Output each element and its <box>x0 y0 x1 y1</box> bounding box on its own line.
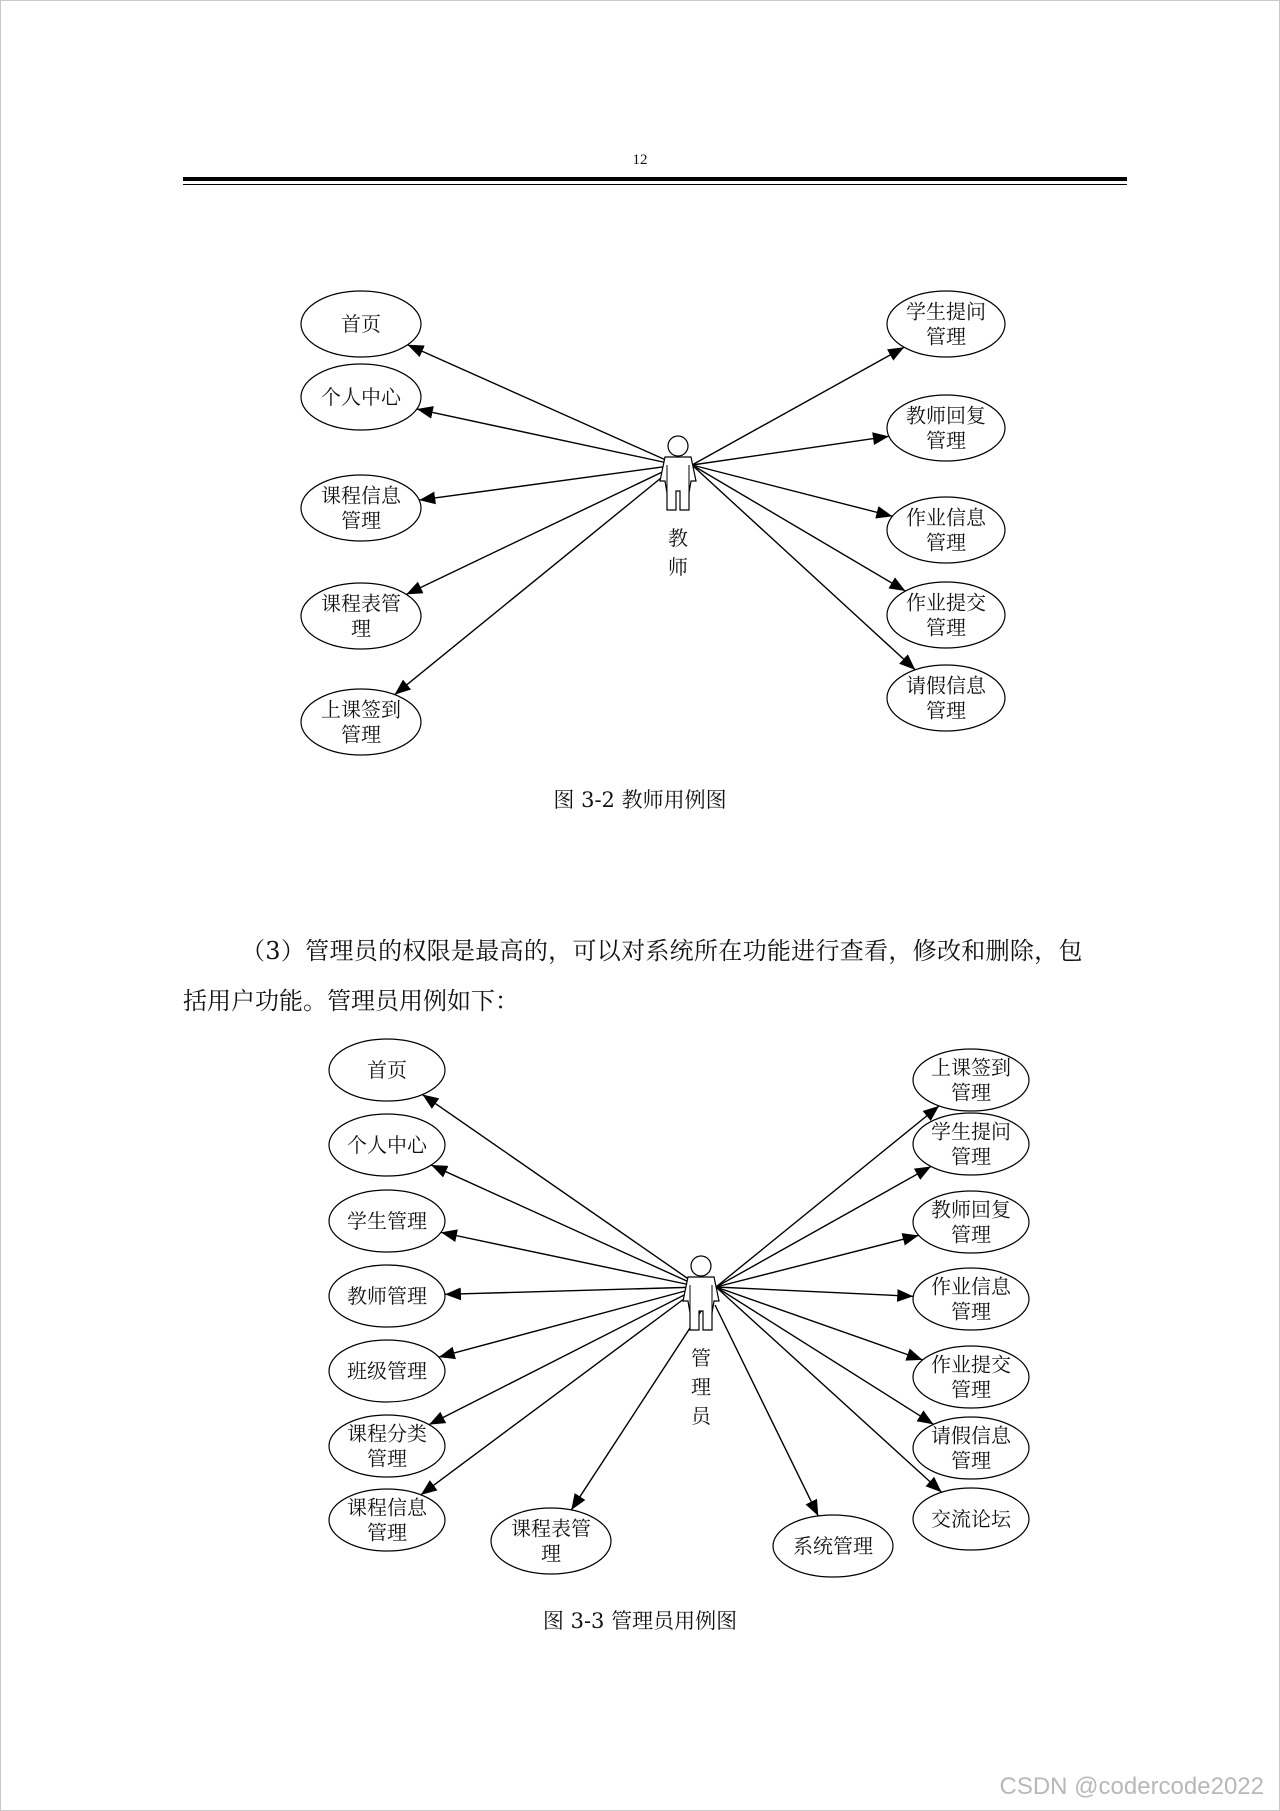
use-case-label: 班级管理 <box>347 1359 427 1383</box>
use-case-label: 个人中心 <box>347 1133 427 1157</box>
use-case-label: 管理 <box>341 722 381 747</box>
association-arrow <box>417 409 677 465</box>
use-case-label: 学生提问 <box>931 1119 1011 1144</box>
association-arrow <box>429 1287 700 1425</box>
use-case-label: 理 <box>351 616 371 641</box>
association-arrow <box>716 1287 913 1296</box>
association-arrow <box>439 1287 700 1357</box>
admin-use-case-diagram <box>0 1030 1280 1580</box>
association-arrow <box>408 345 677 465</box>
actor-label-char: 师 <box>668 555 688 579</box>
admin-bottom-use-case <box>491 1305 705 1574</box>
association-arrow <box>692 347 904 465</box>
use-case-label: 管理 <box>926 615 966 640</box>
use-case-label: 课程表管 <box>321 591 401 616</box>
use-case-label: 上课签到 <box>321 697 401 722</box>
use-case-label: 课程分类 <box>347 1421 427 1446</box>
association-arrow <box>431 1165 700 1287</box>
use-case-label: 管理 <box>951 1222 991 1247</box>
use-case-label: 作业提交 <box>906 590 986 615</box>
use-case-label: 管理 <box>367 1446 407 1471</box>
use-case-label: 管理 <box>951 1448 991 1473</box>
use-case-label: 课程信息 <box>347 1495 427 1520</box>
use-case-label: 管理 <box>951 1080 991 1105</box>
teacher-right-use-case <box>692 395 1005 465</box>
use-case-label: 管理 <box>926 530 966 555</box>
actor-figure <box>660 436 696 510</box>
association-arrow <box>716 1106 939 1287</box>
use-case-label: 作业信息 <box>906 505 986 530</box>
use-case-label: 管理 <box>926 698 966 723</box>
association-arrow <box>421 1287 700 1495</box>
use-case-label: 系统管理 <box>793 1534 873 1558</box>
paragraph-line-2: 括用户功能。管理员用例如下： <box>183 987 519 1015</box>
association-arrow <box>716 1287 934 1424</box>
use-case-label: 管理 <box>951 1299 991 1324</box>
association-arrow <box>716 1166 931 1287</box>
actor-label-char: 教 <box>668 526 688 550</box>
use-case-label: 交流论坛 <box>931 1507 1011 1531</box>
paragraph-line-1: （3）管理员的权限是最高的，可以对系统所在功能进行查看，修改和删除，包 <box>241 937 1083 965</box>
use-case-label: 首页 <box>367 1058 407 1082</box>
actor-figure <box>683 1256 719 1330</box>
use-case-label: 管理 <box>926 428 966 453</box>
teacher-right-use-case <box>692 465 1005 563</box>
header-rule <box>183 177 1127 181</box>
use-case-label: 教师回复 <box>931 1197 1011 1222</box>
use-case-label: 管理 <box>951 1144 991 1169</box>
use-case-label: 教师回复 <box>906 403 986 428</box>
association-arrow <box>692 465 915 670</box>
association-arrow <box>419 465 677 500</box>
teacher-left-use-case <box>301 364 677 465</box>
figure-3-3-caption: 图 3-3 管理员用例图 <box>542 1609 738 1633</box>
use-case-label: 首页 <box>341 312 381 336</box>
use-case-label: 学生提问 <box>906 299 986 324</box>
figure-3-2-caption: 图 3-2 教师用例图 <box>553 788 727 812</box>
use-case-label: 课程信息 <box>321 483 401 508</box>
association-arrow <box>716 1287 942 1492</box>
association-arrow <box>692 465 892 516</box>
use-case-label: 作业提交 <box>931 1352 1011 1377</box>
teacher-use-case-diagram <box>0 260 1280 780</box>
association-arrow <box>692 436 889 465</box>
association-arrow <box>716 1287 923 1360</box>
use-case-label: 上课签到 <box>931 1055 1011 1080</box>
use-case-label: 理 <box>541 1541 561 1566</box>
use-case-label: 作业信息 <box>931 1274 1011 1299</box>
association-arrow <box>571 1305 705 1510</box>
actor-label-char: 管 <box>691 1346 711 1370</box>
use-case-label: 学生管理 <box>347 1209 427 1233</box>
actor-label-char: 理 <box>691 1375 711 1399</box>
admin-left-use-case <box>329 1265 700 1327</box>
association-arrow <box>445 1287 700 1294</box>
use-case-label: 管理 <box>341 508 381 533</box>
association-arrow <box>715 1305 818 1516</box>
page-number: 12 <box>632 152 648 168</box>
use-case-label: 请假信息 <box>931 1423 1011 1448</box>
association-arrow <box>692 465 905 591</box>
admin-description-paragraph <box>183 926 1127 1026</box>
use-case-label: 请假信息 <box>906 673 986 698</box>
header-rule-thin <box>183 184 1127 185</box>
use-case-label: 个人中心 <box>321 385 401 409</box>
admin-right-use-case <box>716 1268 1029 1330</box>
use-case-label: 管理 <box>926 324 966 349</box>
actor-label-char: 员 <box>691 1404 711 1428</box>
use-case-label: 管理 <box>951 1377 991 1402</box>
use-case-label: 教师管理 <box>347 1284 427 1308</box>
use-case-label: 管理 <box>367 1520 407 1545</box>
admin-bottom-use-case <box>715 1305 893 1577</box>
use-case-label: 课程表管 <box>511 1516 591 1541</box>
association-arrow <box>716 1235 919 1287</box>
teacher-left-use-case <box>301 465 677 541</box>
csdn-watermark: CSDN @codercode2022 <box>999 1773 1264 1800</box>
